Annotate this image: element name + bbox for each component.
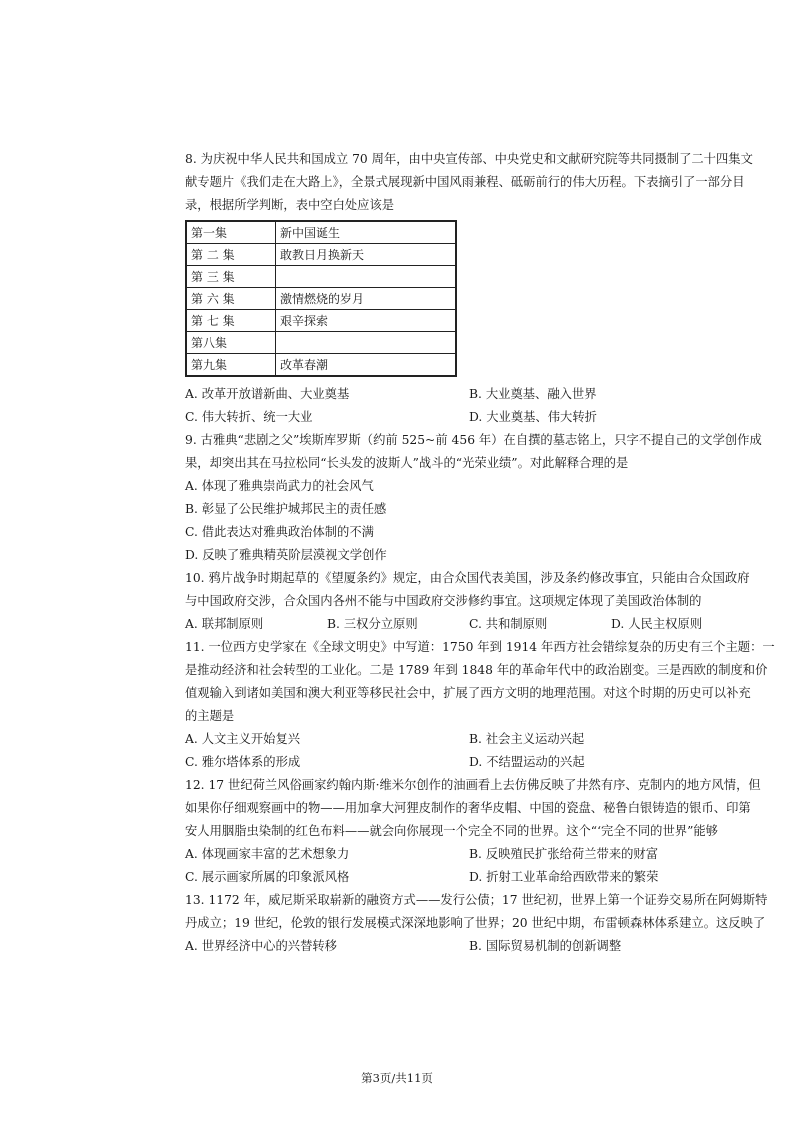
- option-b: B. 三权分立原则: [327, 617, 418, 631]
- question-text-line: 13. 1172 年，威尼斯采取崭新的融资方式——发行公债；17 世纪初，世界上第一个证券交易所在阿姆斯特: [185, 893, 768, 907]
- option-c: C. 借此表达对雅典政治体制的不满: [185, 525, 374, 539]
- episode-title-cell: [276, 332, 457, 354]
- question-13: [185, 889, 770, 958]
- question-9: [185, 429, 770, 567]
- option-b: B. 反映殖民扩张给荷兰带来的财富: [469, 847, 659, 861]
- table-row: [186, 310, 456, 332]
- episode-title-cell: 敢教日月换新天: [276, 244, 457, 266]
- option-d: D. 不结盟运动的兴起: [469, 755, 585, 769]
- episode-title-cell: 激情燃烧的岁月: [276, 288, 457, 310]
- episode-cell: 第 七 集: [186, 310, 276, 332]
- option-d: D. 人民主权原则: [611, 617, 703, 631]
- question-text-line: 献专题片《我们走在大路上》，全景式展现新中国风雨兼程、砥砺前行的伟大历程。下表摘引了一部分目: [185, 175, 745, 189]
- episode-table: [185, 220, 457, 377]
- question-text-line: 9. 古雅典“悲剧之父”埃斯库罗斯（约前 525~前 456 年）在自撰的墓志铭上，只字不提自己的文学创作成: [185, 433, 762, 447]
- question-text-line: 是推动经济和社会转型的工业化。二是 1789 年到 1848 年的革命年代中的政治剧变。三是西欧的制度和价: [185, 663, 768, 677]
- page-number: 第3页/共11页: [361, 1071, 433, 1085]
- episode-cell: 第九集: [186, 354, 276, 377]
- option-d: D. 大业奠基、伟大转折: [469, 410, 597, 424]
- episode-cell: 第 六 集: [186, 288, 276, 310]
- episode-cell: 第一集: [186, 221, 276, 244]
- question-text-line: 果，却突出其在马拉松同“长头发的波斯人”战斗的“光荣业绩”。对此解释合理的是: [185, 456, 629, 470]
- table-row: [186, 288, 456, 310]
- question-10: [185, 567, 770, 636]
- option-a: A. 世界经济中心的兴替转移: [185, 939, 337, 953]
- episode-cell: 第 三 集: [186, 266, 276, 288]
- question-12: [185, 774, 770, 889]
- table-row: [186, 221, 456, 244]
- question-text-line: 丹成立；19 世纪，伦敦的银行发展模式深深地影响了世界；20 世纪中期，布雷顿森林体系建立。这反映了: [185, 916, 766, 930]
- question-text-line: 如果你仔细观察画中的物——用加拿大河狸皮制作的奢华皮帽、中国的瓷盘、秘鲁白银铸造的银币、印第: [185, 801, 751, 815]
- options-row: [185, 728, 770, 751]
- option-d: D. 反映了雅典精英阶层漠视文学创作: [185, 548, 387, 562]
- episode-title-cell: 改革春潮: [276, 354, 457, 377]
- option-d: D. 折射工业革命给西欧带来的繁荣: [469, 870, 659, 884]
- options-row: [185, 935, 770, 958]
- options-row: [185, 866, 770, 889]
- option-c: C. 雅尔塔体系的形成: [185, 755, 301, 769]
- question-text-line: 8. 为庆祝中华人民共和国成立 70 周年，由中央宣传部、中央党史和文献研究院等共同摄制了二十四集文: [185, 152, 753, 166]
- option-a: A. 体现画家丰富的艺术想象力: [185, 847, 350, 861]
- question-text-line: 录，根据所学判断，表中空白处应该是: [185, 198, 395, 212]
- episode-title-cell: 新中国诞生: [276, 221, 457, 244]
- option-c: C. 共和制原则: [469, 617, 548, 631]
- question-text-line: 11. 一位西方史学家在《全球文明史》中写道：1750 年到 1914 年西方社会错综复杂的历史有三个主题：一: [185, 640, 775, 654]
- page-content: [185, 148, 775, 958]
- episode-title-cell: [276, 266, 457, 288]
- options-row: [185, 406, 770, 429]
- question-text-line: 10. 鸦片战争时期起草的《望厦条约》规定，由合众国代表美国，涉及条约修改事宜，只能由合众国政府: [185, 571, 750, 585]
- option-b: B. 社会主义运动兴起: [469, 732, 585, 746]
- options-row: [185, 843, 770, 866]
- question-11: [185, 636, 775, 774]
- option-a: A. 体现了雅典崇尚武力的社会风气: [185, 479, 374, 493]
- option-b: B. 彰显了公民维护城邦民主的责任感: [185, 502, 387, 516]
- episode-cell: 第八集: [186, 332, 276, 354]
- question-text-line: 值观输入到诸如美国和澳大利亚等移民社会中，扩展了西方文明的地理范围。对这个时期的历史可以补充: [185, 686, 751, 700]
- episode-title-cell: 艰辛探索: [276, 310, 457, 332]
- option-b: B. 大业奠基、融入世界: [469, 387, 597, 401]
- question-text-line: 的主题是: [185, 709, 235, 723]
- option-c: C. 展示画家所属的印象派风格: [185, 870, 350, 884]
- options-row: [185, 751, 770, 774]
- table-row: [186, 332, 456, 354]
- question-text-line: 安人用胭脂虫染制的红色布料——就会向你展现一个完全不同的世界。这个“‘完全不同的世界”能够: [185, 824, 718, 838]
- question-8: [185, 148, 770, 429]
- option-a: A. 人文主义开始复兴: [185, 732, 301, 746]
- table-row: [186, 266, 456, 288]
- option-a: A. 改革开放谱新曲、大业奠基: [185, 387, 350, 401]
- option-b: B. 国际贸易机制的创新调整: [469, 939, 622, 953]
- option-a: A. 联邦制原则: [185, 617, 264, 631]
- table-row: [186, 244, 456, 266]
- question-text-line: 12. 17 世纪荷兰风俗画家约翰内斯·维米尔创作的油画看上去仿佛反映了井然有序、克制内的地方风情，但: [185, 778, 761, 792]
- table-row: [186, 354, 456, 377]
- question-text-line: 与中国政府交涉，合众国内各州不能与中国政府交涉修约事宜。这项规定体现了美国政治体制的: [185, 594, 702, 608]
- option-c: C. 伟大转折、统一大业: [185, 410, 313, 424]
- options-row: [185, 383, 770, 406]
- episode-cell: 第 二 集: [186, 244, 276, 266]
- options-row: [185, 613, 770, 636]
